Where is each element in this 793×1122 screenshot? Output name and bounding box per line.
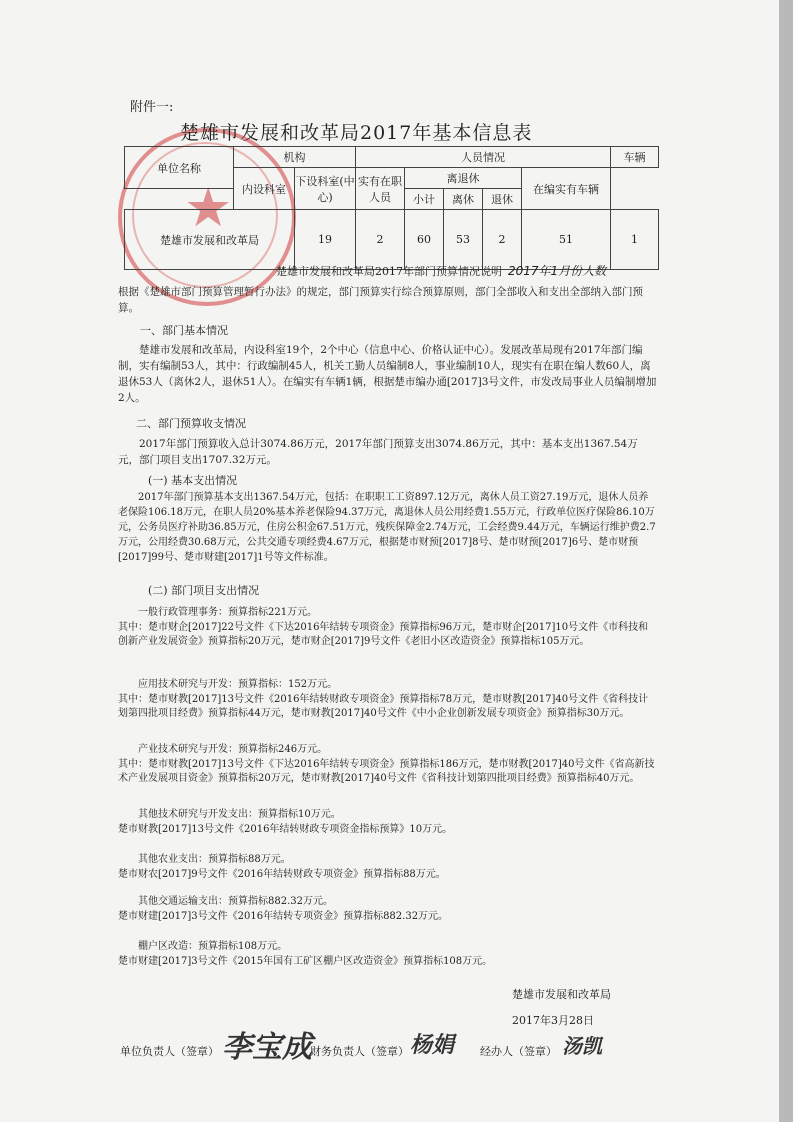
seal-star-icon: ★ — [184, 176, 233, 239]
item-2 — [118, 678, 658, 722]
handler-label: 经办人（签章） — [480, 1045, 557, 1058]
section-subtitle — [276, 262, 606, 279]
subtitle-handwriting: 2017年1月份人数 — [508, 264, 607, 278]
header-internal: 内设科室 — [234, 168, 295, 210]
row-tuixiu: 51 — [522, 210, 611, 270]
row-subordinate: 2 — [356, 210, 405, 270]
unit-head-signature: 李宝成 — [222, 1030, 312, 1065]
subtitle-text: 楚雄市发展和改革局2017年部门预算情况说明 — [276, 265, 502, 278]
heading-project-spend: (二) 部门项目支出情况 — [148, 584, 260, 597]
item-5-title: 其他农业支出：预算指标88万元。 — [138, 854, 291, 865]
info-table — [124, 146, 659, 270]
heading-basic: 一、部门基本情况 — [140, 324, 228, 337]
item-1-body: 其中：楚市财企[2017]22号文件《下达2016年结转专项资金》预算指标96万元，楚市财企[2017]10号文件《市科技和创新产业发展资金》预算指标20万元，楚市财企[2017]9号文件《老旧小区改造资金》预算指标105万元。 — [118, 621, 649, 647]
item-7-title: 棚户区改造：预算指标108万元。 — [138, 941, 288, 952]
item-4 — [118, 808, 658, 837]
header-actual: 实有在职人员 — [356, 168, 405, 210]
item-7-body: 楚市财建[2017]3号文件《2015年国有工矿区棚户区改造资金》预算指标108万元。 — [118, 955, 493, 967]
header-org: 机构 — [234, 147, 356, 168]
handler-signature: 汤凯 — [562, 1034, 602, 1058]
item-1-title: 一般行政管理事务：预算指标221万元。 — [138, 607, 318, 618]
row-unit: 楚雄市发展和改革局 — [125, 210, 295, 270]
scan-edge — [779, 0, 793, 1122]
item-4-body: 楚市财教[2017]13号文件《2016年结转财政专项资金指标预算》10万元。 — [118, 823, 453, 835]
item-5-body: 楚市财农[2017]9号文件《2016年结转财政专项资金》预算指标88万元。 — [118, 868, 446, 880]
basic-spend-paragraph: 2017年部门预算基本支出1367.54万元，包括：在职职工工资897.12万元，离休人员工资27.19万元，退休人员养老保险106.18万元，在职人员20%基本养老保险94.37万元，离退休人员公用经费1.55万元，行政单位医疗保险86.10万元，公务员医疗补助36.85万元，住房公积金67.51万元，残疾保障金2.74万元，工会经费9.44万元，车辆运行维护费2.7万元，公用经费30.68万元，公共交通专项经费4.67万元，根据楚市财预[2017]8号、楚市财预[2017]6号、楚市财预[2017]99号、楚市财建[2017]1号等文件标准。 — [118, 492, 656, 563]
item-2-body: 其中：楚市财教[2017]13号文件《2016年结转财政专项资金》预算指标78万元，楚市财教[2017]40号文件《省科技计划第四批项目经费》预算指标44万元，楚市财教[2017]40号文件《中小企业创新发展专项资金》预算指标30万元。 — [118, 693, 649, 719]
heading-basic-spend: (一) 基本支出情况 — [148, 474, 238, 487]
item-2-title: 应用技术研究与开发：预算指标：152万元。 — [138, 679, 338, 690]
footer-org: 楚雄市发展和改革局 — [512, 988, 611, 1001]
header-people: 人员情况 — [356, 147, 611, 168]
header-subtotal: 小计 — [405, 189, 444, 210]
header-retired: 离退休 — [405, 168, 522, 189]
attachment-label: 附件一: — [130, 100, 174, 115]
intro-paragraph: 根据《楚雄市部门预算管理暂行办法》的规定，部门预算实行综合预算原则，部门全部收入和支出全部纳入部门预算。 — [118, 286, 643, 314]
row-internal: 19 — [295, 210, 356, 270]
heading-budget: 二、部门预算收支情况 — [136, 417, 246, 430]
header-subordinate: 下设科室(中心) — [295, 168, 356, 210]
item-6 — [118, 895, 658, 924]
finance-head-label: 财务负责人（签章） — [310, 1045, 409, 1058]
row-actual: 60 — [405, 210, 444, 270]
footer-date: 2017年3月28日 — [512, 1014, 594, 1027]
finance-head-signature: 杨娟 — [410, 1033, 455, 1058]
row-subtotal: 53 — [444, 210, 483, 270]
budget-paragraph: 2017年部门预算收入总计3074.86万元，2017年部门预算支出3074.86万元，其中：基本支出1367.54万元，部门项目支出1707.32万元。 — [118, 438, 638, 466]
item-3-title: 产业技术研究与开发：预算指标246万元。 — [138, 744, 328, 755]
item-6-title: 其他交通运输支出：预算指标882.32万元。 — [138, 896, 333, 907]
item-3-body: 其中：楚市财教[2017]13号文件《下达2016年结转专项资金》预算指标186万元，楚市财教[2017]40号文件《省高新技术产业发展项目资金》预算指标20万元，楚市财教[2017]40号文件《省科技计划第四批项目经费》预算指标40万元。 — [118, 758, 655, 784]
item-6-body: 楚市财建[2017]3号文件《2016年结转专项资金》预算指标882.32万元。 — [118, 910, 449, 922]
page-title: 楚雄市发展和改革局2017年基本信息表 — [180, 122, 533, 144]
header-vehicles-in-use: 在编实有车辆 — [522, 168, 611, 210]
header-lixiu: 离休 — [444, 189, 483, 210]
item-4-title: 其他技术研究与开发支出：预算指标10万元。 — [138, 809, 341, 820]
item-1 — [118, 606, 658, 650]
item-5 — [118, 853, 658, 882]
basic-paragraph: 楚雄市发展和改革局，内设科室19个，2个中心（信息中心、价格认证中心）。发展改革局现有2017年部门编制，实有编制53人，其中：行政编制45人，机关工勤人员编制8人，事业编制10人，现实有在职在编人数60人，离退休53人（离休2人，退休51人）。在编实有车辆1辆，根据楚市编办通[2017]3号文件，市发改局事业人员编制增加2人。 — [118, 344, 657, 404]
header-vehicle: 车辆 — [611, 147, 659, 168]
item-7 — [118, 940, 658, 969]
row-lixiu: 2 — [483, 210, 522, 270]
header-unit: 单位名称 — [125, 147, 234, 189]
row-vehicles: 1 — [611, 210, 659, 270]
unit-head-label: 单位负责人（签章） — [120, 1045, 219, 1058]
item-3 — [118, 743, 658, 787]
header-tuixiu: 退休 — [483, 189, 522, 210]
